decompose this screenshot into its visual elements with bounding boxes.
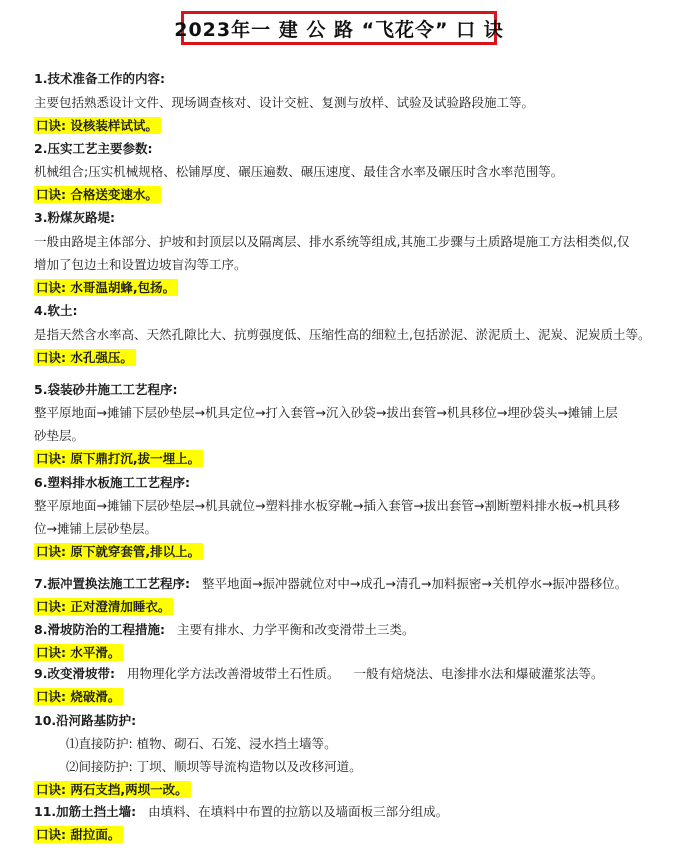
section-body-extra: 一般有焙烧法、电渗排水法和爆破灌浆法等。 xyxy=(353,666,604,681)
section-body: 整平地面→振冲器就位对中→成孔→清孔→加料振密→关机停水→振冲器移位。 xyxy=(201,576,628,591)
mnemonic: 口诀: 水平滑。 xyxy=(34,644,123,661)
section-body: 机械组合;压实机械规格、松铺厚度、碾压遍数、碾压速度、最佳含水率及碾压时含水率范围等。 xyxy=(34,164,564,179)
section-heading: 11.加筋土挡土墙: xyxy=(34,804,137,819)
section-body: 是指天然含水率高、天然孔隙比大、抗剪强度低、压缩性高的细粒土,包括淤泥、淤泥质土、泥炭、泥炭质土等。 xyxy=(34,327,651,342)
section-body: 增加了包边土和设置边坡盲沟等工序。 xyxy=(34,257,247,272)
mnemonic: 口诀: 原下鼎打沉,拔一埋上。 xyxy=(34,450,203,467)
mnemonic: 口诀: 甜拉面。 xyxy=(34,826,123,843)
section-subitem: ⑵间接防护: 丁坝、顺坝等导流构造物以及改移河道。 xyxy=(66,759,362,774)
section-subitem: ⑴直接防护: 植物、砌石、石笼、浸水挡土墙等。 xyxy=(66,736,337,751)
section-heading: 1.技术准备工作的内容: xyxy=(34,71,165,86)
section-heading: 2.压实工艺主要参数: xyxy=(34,141,153,156)
mnemonic-line xyxy=(34,782,191,798)
section-body: 位→摊铺上层砂垫层。 xyxy=(34,521,157,536)
page-title: 2023年一 建 公 路 “飞花令” 口 诀 xyxy=(181,11,497,45)
mnemonic-line xyxy=(34,645,123,661)
section-body: 主要有排水、力学平衡和改变滑带土三类。 xyxy=(176,622,415,637)
section-heading: 4.软土: xyxy=(34,303,78,318)
section-inline xyxy=(34,666,603,682)
mnemonic-line xyxy=(34,544,203,560)
section-body: 砂垫层。 xyxy=(34,428,85,443)
section-heading: 3.粉煤灰路堤: xyxy=(34,210,115,225)
section-heading: 10.沿河路基防护: xyxy=(34,713,137,728)
section-heading: 9.改变滑坡带: xyxy=(34,666,115,681)
section-heading: 8.滑坡防治的工程措施: xyxy=(34,622,165,637)
mnemonic-line xyxy=(34,118,161,134)
section-inline xyxy=(34,622,414,638)
section-body: 用物理化学方法改善滑坡带土石性质。 xyxy=(126,666,340,681)
mnemonic-line xyxy=(34,599,173,615)
section-heading: 7.振冲置换法施工工艺程序: xyxy=(34,576,190,591)
mnemonic: 口诀: 设核装样试试。 xyxy=(34,117,161,134)
section-heading: 5.袋装砂井施工工艺程序: xyxy=(34,382,178,397)
mnemonic: 口诀: 烧破滑。 xyxy=(34,688,123,705)
section-body: 整平原地面→摊铺下层砂垫层→机具就位→塑料排水板穿靴→插入套管→拔出套管→割断塑料排水板→机具移 xyxy=(34,498,620,513)
mnemonic: 口诀: 水孔强压。 xyxy=(34,349,136,366)
mnemonic-line xyxy=(34,280,178,296)
mnemonic: 口诀: 水哥温胡蜂,包扬。 xyxy=(34,279,178,296)
section-body: 主要包括熟悉设计文件、现场调查核对、设计交桩、复测与放样、试验及试验路段施工等。 xyxy=(34,95,535,110)
section-body: 整平原地面→摊铺下层砂垫层→机具定位→打入套管→沉入砂袋→拔出套管→机具移位→埋砂袋头→摊铺上层 xyxy=(34,405,618,420)
mnemonic-line xyxy=(34,689,123,705)
section-inline xyxy=(34,804,448,820)
mnemonic-line xyxy=(34,451,203,467)
mnemonic: 口诀: 正对澄清加睡衣。 xyxy=(34,598,173,615)
section-inline xyxy=(34,576,627,592)
section-body: 一般由路堤主体部分、护坡和封顶层以及隔离层、排水系统等组成,其施工步骤与土质路堤施工方法相类似,仅 xyxy=(34,234,630,249)
mnemonic-line xyxy=(34,187,161,203)
section-heading: 6.塑料排水板施工工艺程序: xyxy=(34,475,190,490)
mnemonic-line xyxy=(34,350,136,366)
mnemonic: 口诀: 两石支挡,两坝一改。 xyxy=(34,781,191,798)
section-body: 由填料、在填料中布置的拉筋以及墙面板三部分组成。 xyxy=(148,804,449,819)
mnemonic-line xyxy=(34,827,123,843)
mnemonic: 口诀: 原下就穿套管,排以上。 xyxy=(34,543,203,560)
mnemonic: 口诀: 合格送变速水。 xyxy=(34,186,161,203)
